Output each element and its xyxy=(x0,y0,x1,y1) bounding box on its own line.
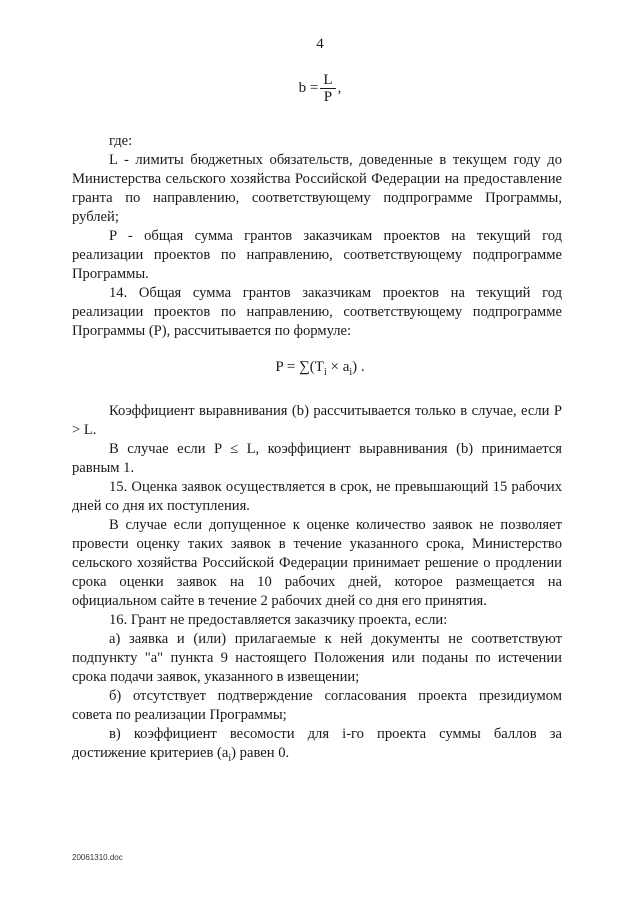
text-block-definitions xyxy=(72,132,562,341)
paragraph-14: 14. Общая сумма грантов заказчикам проектов на текущий год реализации проектов по направлению, соответствующему подпрограмме Программы (P), рассчитывается по формуле: xyxy=(72,285,562,339)
formula-p-rhs: ) . xyxy=(352,359,365,375)
paragraph-16-a: а) заявка и (или) прилагаемые к ней документы не соответствуют подпункту "а" пункта 9 настоящего Положения или поданы по истечении срока подачи заявок, указанного в извещении; xyxy=(72,631,562,685)
formula-b-trail: , xyxy=(337,80,342,96)
paragraph-16: 16. Грант не предоставляется заказчику проекта, если: xyxy=(109,612,448,628)
paragraph-16-v-end: ) равен 0. xyxy=(231,745,290,761)
paragraph-extension: В случае если допущенное к оценке количество заявок не позволяет провести оценку таких заявок в течение указанного срока, Министерство сельского хозяйства Российской Федерации принимает решение о продлении срока оценки заявок на 10 рабочих дней, которое размещается на официальном сайте в течение 2 рабочих дней со дня его принятия. xyxy=(72,517,562,609)
text-block-rules xyxy=(72,402,562,768)
formula-p-lhs: P = ∑(T xyxy=(275,359,324,375)
paragraph-16-v-sub: i xyxy=(228,752,232,764)
formula-p-sub-2: i xyxy=(349,367,353,378)
paragraph-L-definition: L - лимиты бюджетных обязательств, доведенные в текущем году до Министерства сельского хозяйства Российской Федерации на предоставление гранта по направлению, соответствующему подпрограмме Программы, рублей; xyxy=(72,152,562,225)
paragraph-P-definition: P - общая сумма грантов заказчикам проектов на текущий год реализации проектов по направлению, соответствующему подпрограмме Программы. xyxy=(72,228,562,282)
formula-p-mid: × a xyxy=(326,359,350,375)
formula-b xyxy=(0,72,640,112)
paragraph-16-v xyxy=(72,725,562,768)
page-number: 4 xyxy=(316,36,324,52)
formula-p-sub-1: i xyxy=(323,367,327,378)
footer-filename: 20061310.doc xyxy=(72,853,123,862)
formula-p xyxy=(0,359,640,378)
paragraph-16-b: б) отсутствует подтверждение согласования проекта президиумом совета по реализации Программы; xyxy=(72,688,562,723)
formula-b-fraction xyxy=(320,72,335,105)
paragraph-case: В случае если P ≤ L, коэффициент выравнивания (b) принимается равным 1. xyxy=(72,441,562,476)
paragraph-coefficient: Коэффициент выравнивания (b) рассчитывается только в случае, если P > L. xyxy=(72,403,562,438)
formula-b-lhs: b = xyxy=(298,80,319,96)
paragraph-16-v-start: в) коэффициент весомости для i-го проекта суммы баллов за достижение критериев (a xyxy=(72,726,562,761)
where-label: где: xyxy=(109,133,133,149)
formula-b-numerator: L xyxy=(323,72,333,88)
formula-b-denominator: P xyxy=(323,89,333,105)
paragraph-15: 15. Оценка заявок осуществляется в срок, не превышающий 15 рабочих дней со дня их поступления. xyxy=(72,479,562,514)
